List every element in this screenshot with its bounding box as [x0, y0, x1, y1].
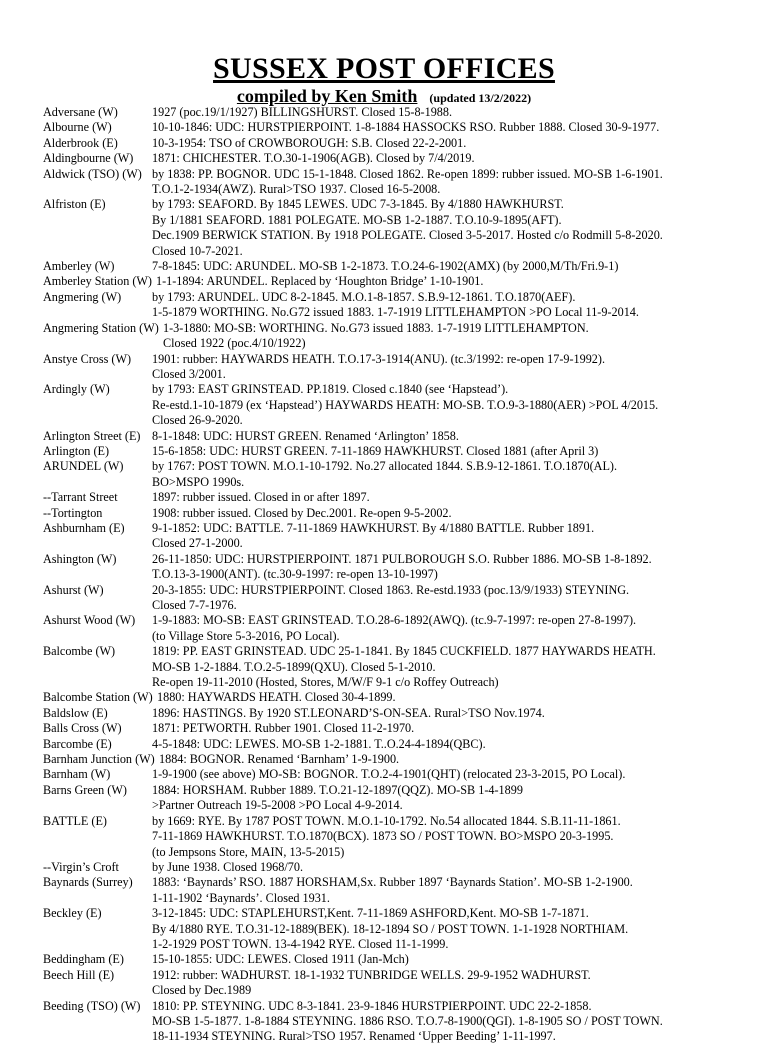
entry-line: by 1793: EAST GRINSTEAD. PP.1819. Closed c.1840 (see ‘Hapstead’).: [152, 382, 509, 397]
entry-text: [152, 613, 758, 644]
entry-name: Ardingly (W): [43, 382, 110, 397]
entry-line: Closed 1922 (poc.4/10/1922): [163, 336, 306, 351]
entry-name: Angmering (W): [43, 289, 122, 304]
entry-line: 20-3-1855: UDC: HURSTPIERPOINT. Closed 1863. Re-estd.1933 (poc.13/9/1933) STEYNING.: [152, 582, 630, 597]
entry-line: 1880: HAYWARDS HEATH. Closed 30-4-1899.: [157, 690, 396, 705]
document-subtitle: compiled by Ken Smith: [236, 86, 418, 106]
entry-line: Dec.1909 BERWICK STATION. By 1918 POLEGATE. Closed 3-5-2017. Hosted c/o Rodmill 5-8-2020.: [152, 228, 663, 243]
entry-line: Closed 10-7-2021.: [152, 243, 243, 258]
entry-name: Aldwick (TSO) (W): [43, 166, 142, 181]
list-item: [43, 151, 758, 166]
entry-text: [152, 429, 758, 444]
list-item: [43, 644, 758, 690]
entry-line: Closed 7-7-1976.: [152, 598, 237, 612]
entry-line: 1-3-1880: MO-SB: WORTHING. No.G73 issued 1883. 1-7-1919 LITTLEHAMPTON.: [163, 320, 589, 335]
list-item: [43, 321, 758, 352]
entry-text: [152, 999, 758, 1045]
entry-text: [152, 968, 758, 999]
entry-text: [152, 583, 758, 614]
entry-name: --Tortington: [43, 505, 103, 520]
entry-line: By 1/1881 SEAFORD. 1881 POLEGATE. MO-SB 1-2-1887. T.O.10-9-1895(AFT).: [152, 212, 562, 227]
list-item: [43, 737, 758, 752]
entry-line: 1896: HASTINGS. By 1920 ST.LEONARD’S-ON-SEA. Rural>TSO Nov.1974.: [152, 705, 545, 720]
document-title: SUSSEX POST OFFICES: [213, 52, 555, 85]
list-item: [43, 721, 758, 736]
list-item: [43, 752, 758, 767]
entry-text: [152, 290, 758, 321]
entry-name: Barnham Junction (W): [43, 752, 155, 767]
entry-line: Closed 3/2001.: [152, 366, 226, 381]
entry-line: 18-11-1934 STEYNING. Rural>TSO 1957. Renamed ‘Upper Beeding’ 1-11-1997.: [152, 1029, 556, 1044]
entry-line: 15-6-1858: UDC: HURST GREEN. 7-11-1869 HAWKHURST. Closed 1881 (after April 3): [152, 443, 599, 458]
entry-line: 1-1-1894: ARUNDEL. Replaced by ‘Houghton Bridge’ 1-10-1901.: [156, 274, 484, 289]
entry-text: [152, 644, 758, 690]
entry-text: [152, 783, 758, 814]
entry-text: [152, 459, 758, 490]
entry-line: >Partner Outreach 19-5-2008 >PO Local 4-9-2014.: [152, 798, 403, 813]
entry-name: Alderbrook (E): [43, 135, 118, 150]
entry-name: --Tarrant Street: [43, 490, 118, 505]
entry-line: 1884: BOGNOR. Renamed ‘Barnham’ 1-9-1900.: [159, 752, 400, 767]
entry-line: by 1793: ARUNDEL. UDC 8-2-1845. M.O.1-8-1857. S.B.9-12-1861. T.O.1870(AEF).: [152, 289, 576, 304]
entry-line: 1901: rubber: HAYWARDS HEATH. T.O.17-3-1914(ANU). (tc.3/1992: re-open 17-9-1992).: [152, 351, 606, 366]
list-item: [43, 352, 758, 383]
entry-line: 1819: PP. EAST GRINSTEAD. UDC 25-1-1841. By 1845 CUCKFIELD. 1877 HAYWARDS HEATH.: [152, 644, 656, 659]
list-item: [43, 767, 758, 782]
list-item: [43, 860, 758, 875]
entry-line: 15-10-1855: UDC: LEWES. Closed 1911 (Jan-Mch): [152, 952, 409, 967]
entry-text: [152, 906, 758, 952]
entry-line: by 1669: RYE. By 1787 POST TOWN. M.O.1-10-1792. No.54 allocated 1844. S.B.11-11-1861.: [152, 813, 621, 828]
entry-name: Balcombe (W): [43, 644, 116, 659]
list-item: [43, 105, 758, 120]
list-item: [43, 444, 758, 459]
entry-line: by 1767: POST TOWN. M.O.1-10-1792. No.27 allocated 1844. S.B.9-12-1861. T.O.1870(AL).: [152, 459, 618, 474]
list-item: [43, 906, 758, 952]
entry-name: Aldingbourne (W): [43, 151, 134, 166]
entry-text: [152, 151, 758, 166]
entry-name: Beddingham (E): [43, 952, 124, 967]
entry-name: Baynards (Surrey): [43, 875, 133, 890]
entry-line: 1883: ‘Baynards’ RSO. 1887 HORSHAM,Sx. Rubber 1897 ‘Baynards Station’. MO-SB 1-2-1900.: [152, 875, 633, 890]
list-item: [43, 120, 758, 135]
list-item: [43, 552, 758, 583]
entry-line: Closed by Dec.1989: [152, 983, 252, 998]
updated-date: (updated 13/2/2022): [429, 91, 532, 105]
entry-name: Ashburnham (E): [43, 520, 125, 535]
entries-list: [43, 105, 758, 1045]
entry-text: [157, 690, 758, 705]
entry-text: [152, 490, 758, 505]
entry-line: 10-10-1846: UDC: HURSTPIERPOINT. 1-8-1884 HASSOCKS RSO. Rubber 1888. Closed 30-9-1977.: [152, 120, 660, 135]
subtitle-line: [0, 87, 768, 107]
entry-line: 1908: rubber issued. Closed by Dec.2001. Re-open 9-5-2002.: [152, 505, 452, 520]
entry-text: [152, 382, 758, 428]
entry-line: T.O.1-2-1934(AWZ). Rural>TSO 1937. Closed 16-5-2008.: [152, 182, 441, 197]
entry-line: 26-11-1850: UDC: HURSTPIERPOINT. 1871 PULBOROUGH S.O. Rubber 1886. MO-SB 1-8-1892.: [152, 551, 652, 566]
entry-name: Balcombe Station (W): [43, 690, 153, 705]
entry-name: Beeding (TSO) (W): [43, 998, 141, 1013]
list-item: [43, 706, 758, 721]
list-item: [43, 459, 758, 490]
entry-line: T.O.13-3-1900(ANT). (tc.30-9-1997: re-open 13-10-1997): [152, 567, 438, 582]
list-item: [43, 613, 758, 644]
entry-line: 1-11-1902 ‘Baynards’. Closed 1931.: [152, 890, 330, 905]
entry-text: [152, 120, 758, 135]
entry-line: 1871: PETWORTH. Rubber 1901. Closed 11-2-1970.: [152, 721, 415, 736]
entry-name: Beech Hill (E): [43, 967, 115, 982]
entry-text: [152, 552, 758, 583]
list-item: [43, 952, 758, 967]
list-item: [43, 875, 758, 906]
entry-name: Baldslow (E): [43, 705, 108, 720]
entry-text: [152, 952, 758, 967]
entry-name: ARUNDEL (W): [43, 459, 124, 474]
entry-name: Amberley Station (W): [43, 274, 152, 289]
entry-name: Ashington (W): [43, 551, 117, 566]
entry-line: (to Village Store 5-3-2016, PO Local).: [152, 628, 340, 643]
list-item: [43, 968, 758, 999]
entry-line: By 4/1880 RYE. T.O.31-12-1889(BEK). 18-12-1894 SO / POST TOWN. 1-1-1928 NORTHIAM.: [152, 921, 629, 936]
entry-name: Barnham (W): [43, 767, 111, 782]
entry-text: [152, 860, 758, 875]
entry-text: [152, 706, 758, 721]
entry-line: 1-5-1879 WORTHING. No.G72 issued 1883. 1-7-1919 LITTLEHAMPTON >PO Local 11-9-2014.: [152, 305, 639, 320]
entry-line: 1912: rubber: WADHURST. 18-1-1932 TUNBRIDGE WELLS. 29-9-1952 WADHURST.: [152, 967, 591, 982]
entry-line: 1810: PP. STEYNING. UDC 8-3-1841. 23-9-1846 HURSTPIERPOINT. UDC 22-2-1858.: [152, 998, 592, 1013]
entry-line: 4-5-1848: UDC: LEWES. MO-SB 1-2-1881. T..O.24-4-1894(QBC).: [152, 736, 486, 751]
list-item: [43, 583, 758, 614]
entry-text: [152, 737, 758, 752]
list-item: [43, 490, 758, 505]
entry-name: Anstye Cross (W): [43, 351, 132, 366]
entry-text: [159, 752, 758, 767]
entry-text: [152, 197, 758, 259]
entry-text: [152, 352, 758, 383]
entry-name: --Virgin’s Croft: [43, 859, 119, 874]
entry-text: [152, 259, 758, 274]
list-item: [43, 259, 758, 274]
list-item: [43, 136, 758, 151]
entry-name: BATTLE (E): [43, 813, 107, 828]
entry-line: 1884: HORSHAM. Rubber 1889. T.O.21-12-1897(QQZ). MO-SB 1-4-1899: [152, 782, 523, 797]
entry-line: 7-8-1845: UDC: ARUNDEL. MO-SB 1-2-1873. T.O.24-6-1902(AMX) (by 2000,M/Th/Fri.9-1): [152, 259, 619, 274]
entry-line: 1927 (poc.19/1/1927) BILLINGSHURST. Closed 15-8-1988.: [152, 105, 453, 119]
entry-line: Closed 26-9-2020.: [152, 413, 243, 428]
list-item: [43, 167, 758, 198]
entry-line: Closed 27-1-2000.: [152, 536, 243, 551]
entry-line: by June 1938. Closed 1968/70.: [152, 859, 303, 874]
entry-name: Ashurst (W): [43, 582, 104, 597]
list-item: [43, 690, 758, 705]
entry-line: by 1793: SEAFORD. By 1845 LEWES. UDC 7-3-1845. By 4/1880 HAWKHURST.: [152, 197, 564, 212]
entry-line: 1-9-1883: MO-SB: EAST GRINSTEAD. T.O.28-6-1892(AWQ). (tc.9-7-1997: re-open 27-8-1997).: [152, 613, 637, 628]
entry-line: MO-SB 1-5-1877. 1-8-1884 STEYNING. 1886 RSO. T.O.7-8-1900(QGI). 1-8-1905 SO / POST TOWN.: [152, 1013, 663, 1028]
entry-name: Beckley (E): [43, 906, 102, 921]
entry-text: [152, 521, 758, 552]
entry-name: Barns Green (W): [43, 782, 127, 797]
entry-line: 1871: CHICHESTER. T.O.30-1-1906(AGB). Closed by 7/4/2019.: [152, 151, 475, 166]
entry-line: 3-12-1845: UDC: STAPLEHURST,Kent. 7-11-1869 ASHFORD,Kent. MO-SB 1-7-1871.: [152, 906, 589, 921]
entry-text: [152, 167, 758, 198]
entry-line: 1-2-1929 POST TOWN. 13-4-1942 RYE. Closed 11-1-1999.: [152, 936, 449, 951]
entry-text: [152, 506, 758, 521]
entry-name: Albourne (W): [43, 120, 112, 135]
entry-name: Balls Cross (W): [43, 721, 122, 736]
entry-text: [152, 444, 758, 459]
list-item: [43, 783, 758, 814]
entry-name: Ashurst Wood (W): [43, 613, 136, 628]
entry-line: by 1838: PP. BOGNOR. UDC 15-1-1848. Closed 1862. Re-open 1899: rubber issued. MO-SB 1-6-1901.: [152, 166, 663, 181]
list-item: [43, 197, 758, 259]
list-item: [43, 521, 758, 552]
entry-text: [152, 875, 758, 906]
list-item: [43, 274, 758, 289]
entry-line: 1-9-1900 (see above) MO-SB: BOGNOR. T.O.2-4-1901(QHT) (relocated 23-3-2015, PO Local).: [152, 767, 626, 782]
entry-line: 7-11-1869 HAWKHURST. T.O.1870(BCX). 1873 SO / POST TOWN. BO>MSPO 20-3-1995.: [152, 829, 614, 844]
list-item: [43, 290, 758, 321]
entry-line: BO>MSPO 1990s.: [152, 474, 245, 489]
entry-line: 10-3-1954: TSO of CROWBOROUGH: S.B. Closed 22-2-2001.: [152, 135, 467, 150]
entry-text: [152, 767, 758, 782]
entry-text: [163, 321, 758, 352]
list-item: [43, 429, 758, 444]
entry-name: Angmering Station (W): [43, 320, 159, 335]
list-item: [43, 999, 758, 1045]
entry-text: [152, 136, 758, 151]
list-item: [43, 382, 758, 428]
entry-name: Alfriston (E): [43, 197, 106, 212]
entry-text: [156, 274, 758, 289]
entry-line: Re-estd.1-10-1879 (ex ‘Hapstead’) HAYWARDS HEATH: MO-SB. T.O.9-3-1880(AER) >POL 4/2015.: [152, 397, 659, 412]
entry-name: Adversane (W): [43, 105, 118, 119]
entry-text: [152, 105, 758, 120]
entry-name: Arlington Street (E): [43, 428, 141, 443]
entry-line: Re-open 19-11-2010 (Hosted, Stores, M/W/F 9-1 c/o Roffey Outreach): [152, 675, 499, 690]
entry-name: Barcombe (E): [43, 736, 112, 751]
entry-text: [152, 721, 758, 736]
entry-name: Amberley (W): [43, 259, 115, 274]
list-item: [43, 506, 758, 521]
entry-line: MO-SB 1-2-1884. T.O.2-5-1899(QXU). Closed 5-1-2010.: [152, 659, 436, 674]
entry-line: 8-1-1848: UDC: HURST GREEN. Renamed ‘Arlington’ 1858.: [152, 428, 459, 443]
entry-line: (to Jempsons Store, MAIN, 13-5-2015): [152, 844, 345, 859]
entry-name: Arlington (E): [43, 443, 110, 458]
entry-line: 1897: rubber issued. Closed in or after 1897.: [152, 490, 370, 505]
entry-line: 9-1-1852: UDC: BATTLE. 7-11-1869 HAWKHURST. By 4/1880 BATTLE. Rubber 1891.: [152, 520, 595, 535]
entry-text: [152, 814, 758, 860]
list-item: [43, 814, 758, 860]
